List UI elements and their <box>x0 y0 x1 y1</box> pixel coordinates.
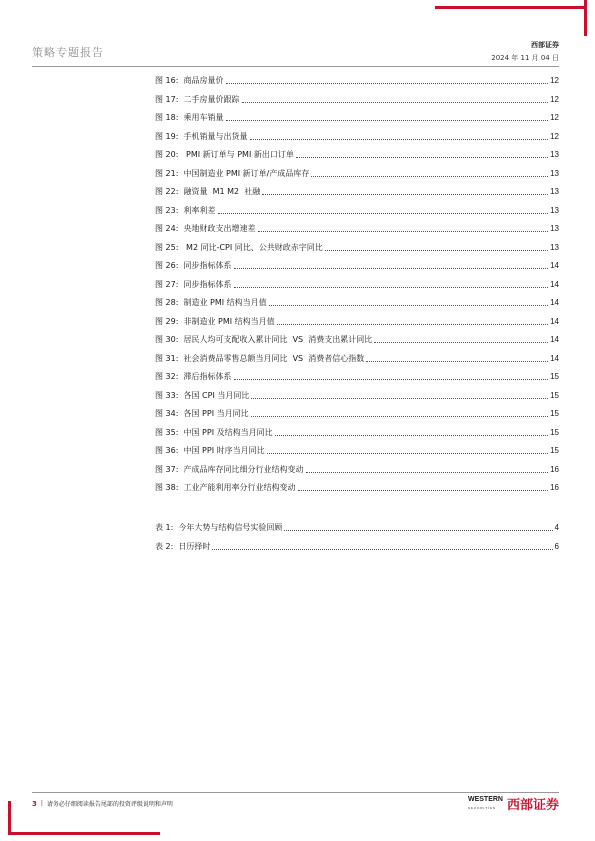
toc-entry-label: 图 21: 中国制造业 PMI 新订单/产成品库存 <box>155 168 310 178</box>
toc-entry-label: 图 28: 制造业 PMI 结构当月值 <box>155 298 267 307</box>
toc-dot-leader <box>242 101 549 103</box>
toc-entry[interactable] <box>155 313 559 327</box>
toc-dot-leader <box>218 212 549 214</box>
toc-dot-leader <box>258 230 549 232</box>
toc-entry-label: 图 24: 央地财政支出增速差 <box>155 224 256 233</box>
logo-english-sub: SECURITIES <box>467 805 496 810</box>
toc-dot-leader <box>234 286 549 288</box>
toc-dot-leader <box>298 489 549 491</box>
toc-entry[interactable] <box>155 220 559 234</box>
toc-entry-label: 图 29: 非制造业 PMI 结构当月值 <box>155 316 275 326</box>
toc-entry-label: 图 22: 融资量 M1 M2 社融 <box>155 187 261 196</box>
toc-entry[interactable] <box>155 424 559 438</box>
toc-entry-page: 13 <box>550 187 559 196</box>
corner-line-horizontal <box>8 832 160 835</box>
toc-entry-page: 14 <box>550 335 559 344</box>
toc-dot-leader <box>226 82 549 84</box>
toc-entry-page: 15 <box>550 390 559 400</box>
toc-dot-leader <box>212 548 552 550</box>
toc-entry-label: 图 19: 手机销量与出货量 <box>155 131 248 141</box>
toc-entry[interactable] <box>155 146 559 160</box>
toc-entry[interactable] <box>155 276 559 290</box>
toc-dot-leader <box>296 156 548 158</box>
toc-dot-leader <box>250 138 549 140</box>
toc-dot-leader <box>284 529 552 531</box>
western-securities-logo <box>468 794 559 813</box>
header-divider <box>32 66 559 67</box>
toc-entry-page: 13 <box>550 242 559 252</box>
corner-line-horizontal <box>435 6 587 9</box>
toc-entry-label: 图 27: 同步指标体系 <box>155 279 232 289</box>
footer-separator: | <box>40 800 43 807</box>
toc-entry[interactable] <box>155 72 559 86</box>
toc-entry-label: 表 1: 今年大势与结构信号实验回顾 <box>155 523 283 532</box>
toc-entry[interactable] <box>155 109 559 123</box>
toc-entry-page: 12 <box>550 76 559 85</box>
toc-dot-leader <box>277 323 548 325</box>
logo-english <box>468 796 503 812</box>
toc-dot-leader <box>366 360 548 362</box>
toc-entry-label: 图 17: 二手房量价跟踪 <box>155 94 240 104</box>
corner-line-vertical <box>8 801 11 835</box>
toc-entry-page: 16 <box>550 464 559 474</box>
toc-entry-page: 15 <box>550 446 559 455</box>
toc-entry-page: 6 <box>554 541 559 551</box>
bottom-left-corner-decoration <box>0 801 160 841</box>
toc-entry[interactable] <box>155 239 559 253</box>
header-brand-block <box>491 40 559 63</box>
toc-entry-label: 图 25: M2 同比-CPI 同比、公共财政赤字同比 <box>155 242 323 252</box>
toc-entry[interactable] <box>155 519 559 533</box>
toc-entry-label: 图 20: PMI 新订单与 PMI 新出口订单 <box>155 150 294 159</box>
toc-entry-page: 13 <box>550 150 559 159</box>
toc-entry[interactable] <box>155 368 559 382</box>
toc-entry[interactable] <box>155 183 559 197</box>
toc-entry-label: 图 30: 居民人均可支配收入累计同比 VS 消费支出累计同比 <box>155 335 373 344</box>
toc-entry[interactable] <box>155 165 559 179</box>
corner-line-vertical <box>584 0 587 36</box>
toc-entry-label: 图 23: 利率利差 <box>155 205 216 215</box>
toc-dot-leader <box>275 434 548 436</box>
toc-dot-leader <box>234 378 549 380</box>
toc-dot-leader <box>234 267 549 269</box>
report-type-title: 策略专题报告 <box>32 46 104 59</box>
toc-entry[interactable] <box>155 387 559 401</box>
toc-entry-label: 图 18: 乘用车销量 <box>155 113 224 122</box>
logo-chinese: 西部证券 <box>506 798 559 813</box>
toc-entry-page: 4 <box>554 523 559 532</box>
logo-english-name: WESTERN <box>467 795 503 803</box>
toc-entry-page: 14 <box>550 298 559 307</box>
toc-entry-page: 15 <box>550 372 559 381</box>
toc-dot-leader <box>251 397 548 399</box>
toc-entry-label: 图 36: 中国 PPI 时序当月同比 <box>155 446 265 455</box>
toc-dot-leader <box>306 471 549 473</box>
toc-entry-page: 14 <box>550 261 559 270</box>
toc-entry-page: 14 <box>550 316 559 326</box>
toc-entry-page: 15 <box>550 427 559 437</box>
toc-dot-leader <box>311 175 548 177</box>
disclaimer-text: 请务必仔细阅读报告尾部的投资评级说明和声明 <box>46 801 173 808</box>
toc-entry-page: 13 <box>550 224 559 233</box>
toc-dot-leader <box>325 249 548 251</box>
page-number: 3 <box>32 799 37 808</box>
header-brand: 西部证券 <box>531 40 559 49</box>
toc-entry-label: 图 34: 各国 PPI 当月同比 <box>155 409 249 418</box>
toc-entry-label: 图 35: 中国 PPI 及结构当月同比 <box>155 427 273 437</box>
toc-entry-page: 12 <box>550 131 559 141</box>
toc-dot-leader <box>374 341 548 343</box>
toc-entry-label: 表 2: 日历择时 <box>155 541 211 551</box>
toc-entry[interactable] <box>155 202 559 216</box>
toc-entry[interactable] <box>155 479 559 493</box>
toc-entry-page: 12 <box>550 94 559 104</box>
toc-dot-leader <box>269 304 548 306</box>
toc-entry-page: 12 <box>550 113 559 122</box>
toc-entry[interactable] <box>155 257 559 271</box>
toc-entry[interactable] <box>155 538 559 552</box>
toc-entry[interactable] <box>155 91 559 105</box>
toc-entry[interactable] <box>155 405 559 419</box>
toc-dot-leader <box>251 415 548 417</box>
toc-entry-page: 13 <box>550 205 559 215</box>
toc-entry-label: 图 37: 产成品库存同比细分行业结构变动 <box>155 464 304 474</box>
toc-entry-page: 14 <box>550 353 559 363</box>
toc-entry[interactable] <box>155 294 559 308</box>
toc-entry[interactable] <box>155 331 559 345</box>
toc-dot-leader <box>262 193 548 195</box>
toc-entry-label: 图 32: 滞后指标体系 <box>155 372 232 381</box>
toc-entry-label: 图 16: 商品房量价 <box>155 76 224 85</box>
top-right-corner-decoration <box>435 0 595 36</box>
toc-entry-label: 图 38: 工业产能利用率分行业结构变动 <box>155 483 296 492</box>
toc-dot-leader <box>226 119 549 121</box>
toc-entry[interactable] <box>155 128 559 142</box>
toc-entry-page: 14 <box>550 279 559 289</box>
toc-entry[interactable] <box>155 442 559 456</box>
toc-dot-leader <box>267 452 548 454</box>
toc-entry-page: 15 <box>550 409 559 418</box>
toc-entry-page: 16 <box>550 483 559 492</box>
toc-entry[interactable] <box>155 350 559 364</box>
toc-entry[interactable] <box>155 461 559 475</box>
toc-entry-page: 13 <box>550 168 559 178</box>
toc-entry-label: 图 31: 社会消费品零售总额当月同比 VS 消费者信心指数 <box>155 353 365 363</box>
report-date: 2024 年 11 月 04 日 <box>491 54 559 62</box>
footer-divider <box>32 792 559 793</box>
toc-entry-label: 图 33: 各国 CPI 当月同比 <box>155 390 250 400</box>
toc-entry-label: 图 26: 同步指标体系 <box>155 261 232 270</box>
